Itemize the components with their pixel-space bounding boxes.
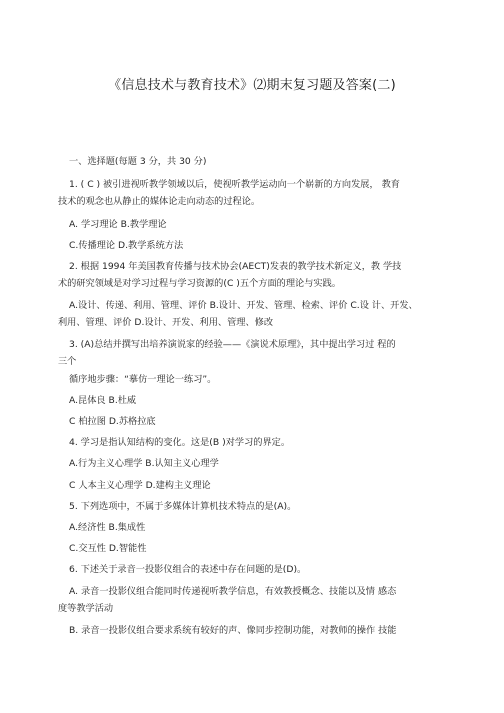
q2-options: A.设计、传递、利用、管理、评价 B.设计、开发、管理、检索、评价 C.设 计、开发、 (69, 300, 418, 311)
q6-option-b: B. 录音一投影仪组合要求系统有较好的声、像同步控制功能，对教师的操作 技能 (69, 625, 397, 636)
q6-option-a: A. 录音一投影仪组合能同时传递视听教学信息，有效教授概念、技能以及情 感态 (69, 586, 397, 597)
q5-options-ab: A.经济性 B.集成性 (69, 522, 146, 533)
q6-option-a-cont: 度等教学活动 (58, 603, 114, 614)
q4-options-cd: C 人本主义心理学 D.建构主义理论 (69, 480, 211, 491)
q2-options-cont: 利用、管理、评价 D.设计、开发、利用、管理、修改 (58, 317, 274, 328)
question-2: 2. 根据 1994 年美国教育传播与技术协会(AECT)发表的教学技术新定义，教 学技 (69, 261, 402, 272)
q5-options-cd: C.交互性 D.智能性 (69, 543, 147, 554)
question-2-cont: 术的研究领域是对学习过程与学习资源的(C )五个方面的理论与实践。 (58, 278, 341, 289)
q1-options-ab: A. 学习理论 B.教学理论 (69, 219, 167, 230)
question-1-cont: 技术的观念也从静止的媒体论走向动态的过程论。 (58, 196, 261, 207)
q3-options-cd: C 柏拉图 D.苏格拉底 (69, 416, 156, 427)
document-title: 《信息技术与教育技术》⑵期末复习题及答案(二) (108, 78, 396, 93)
question-5: 5. 下列选项中，不属于多媒体计算机技术特点的是(A)。 (69, 501, 297, 512)
question-3: 3. (A)总结并撰写出培养演说家的经验——《演说术原理》，其中提出学习过 程的 (69, 339, 396, 350)
q4-options-ab: A.行为主义心理学 B.认知主义心理学 (69, 458, 219, 469)
q1-options-cd: C.传播理论 D.教学系统方法 (69, 240, 184, 251)
question-4: 4. 学习是指认知结构的变化。这是(B )对学习的界定。 (69, 437, 291, 448)
section-heading: 一、选择题(每题 3 分，共 30 分) (69, 156, 207, 167)
question-6: 6. 下述关于录音一投影仪组合的表述中存在问题的是(D)。 (69, 564, 307, 575)
q3-options-ab: A.昆体良 B.杜威 (69, 395, 137, 406)
question-3-cont2: 循序地步骤：“摹仿一理论一练习”。 (69, 374, 217, 385)
question-1: 1. ( C ) 被引进视听教学领域以后，使视听教学运动向一个崭新的方向发展， 教育 (69, 179, 400, 190)
question-3-cont: 三个 (58, 356, 77, 367)
